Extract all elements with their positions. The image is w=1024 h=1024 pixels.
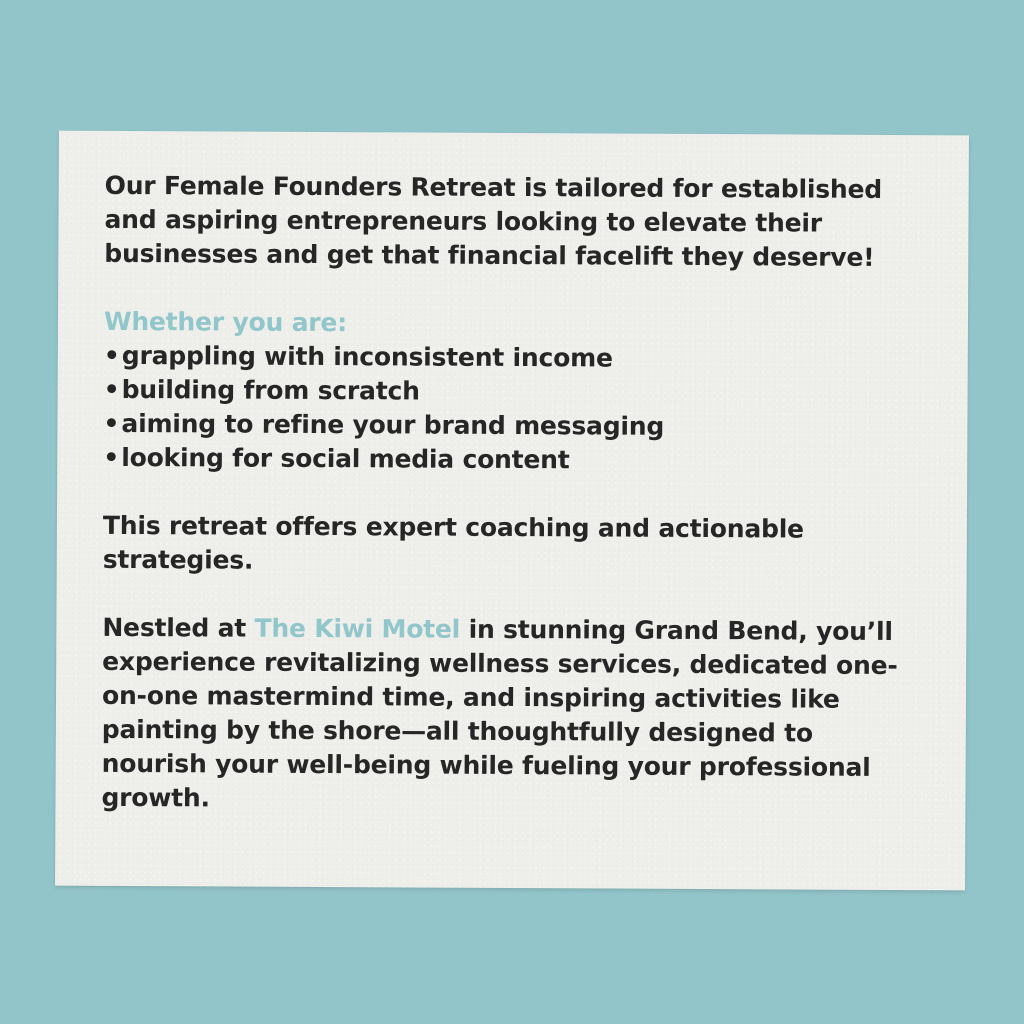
bullet-icon: • [103, 408, 120, 438]
intro-paragraph: Our Female Founders Retreat is tailored for established and aspiring entrepreneurs looking to elevate their businesses and get that financial facelift they deserve! [104, 170, 883, 272]
list-item [103, 441, 923, 479]
list-item-text: looking for social media content [121, 442, 570, 475]
closing-paragraph [101, 611, 922, 819]
list-item [104, 373, 924, 411]
venue-name: The Kiwi Motel [254, 613, 461, 644]
list-item-text: building from scratch [121, 374, 420, 406]
list-item-text: grappling with inconsistent income [121, 340, 613, 373]
bullet-icon: • [103, 340, 120, 370]
closing-prefix: Nestled at [102, 612, 255, 643]
offer-paragraph: This retreat offers expert coaching and actionable strategies. [102, 510, 804, 575]
list-item-text: aiming to refine your brand messaging [121, 408, 665, 441]
card-content [101, 169, 924, 819]
audience-section [103, 305, 924, 479]
list-item [103, 407, 923, 445]
bullet-icon: • [103, 374, 120, 404]
bullet-icon: • [103, 442, 120, 472]
whether-heading: Whether you are: [103, 306, 348, 338]
paper-card [55, 131, 969, 891]
closing-suffix: in stunning Grand Bend, you’ll experience revitalizing wellness services, dedicated one-on-one mastermind time, and inspiring activities like painting by the shore—all thoughtfully designed to nourish your well-being while fueling your professional growth. [101, 614, 898, 813]
audience-list [103, 339, 924, 479]
list-item [104, 339, 924, 377]
